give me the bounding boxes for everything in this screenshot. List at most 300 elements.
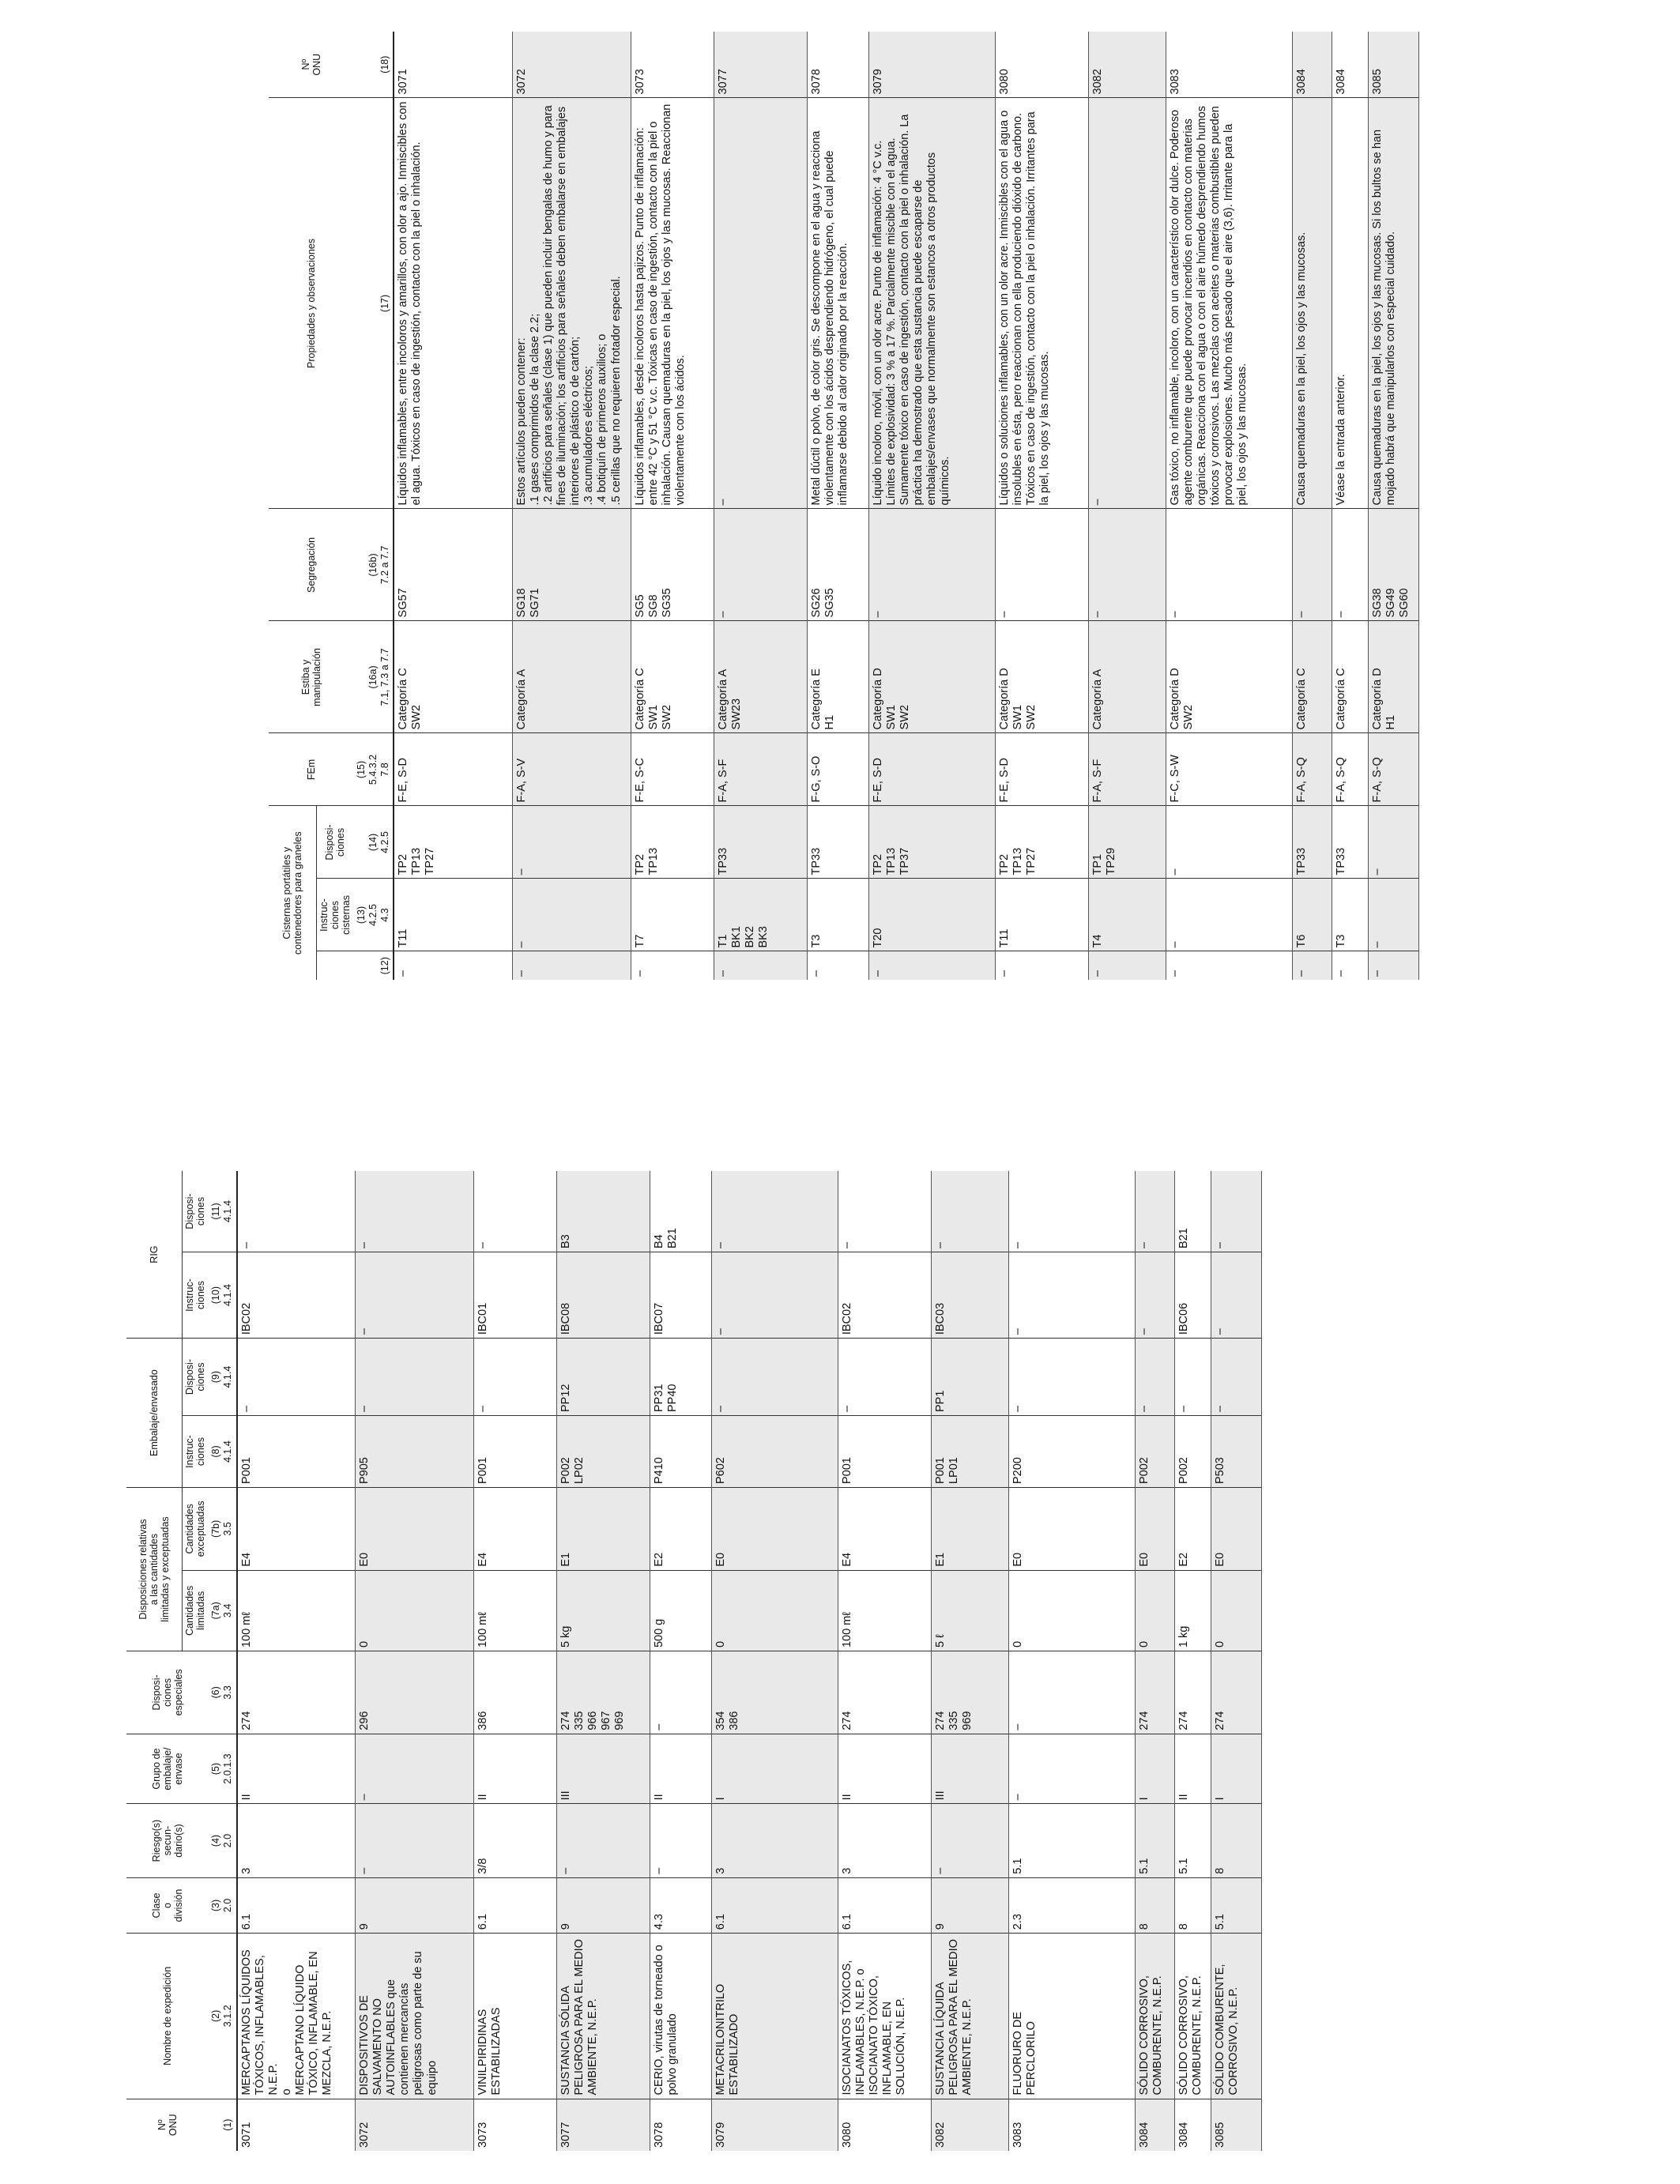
- packing-group-cell: –: [1009, 1734, 1136, 1804]
- col12-cell: –: [807, 951, 868, 980]
- header-ibc-group: RIG: [126, 1171, 183, 1339]
- packing-provision-cell: –: [474, 1339, 557, 1416]
- tank-provision-cell: TP33: [1292, 806, 1332, 879]
- table-row: [1136, 1171, 1175, 2151]
- ems-cell: F-E, S-D: [868, 733, 995, 806]
- header-un: Nº ONU: [156, 2114, 179, 2137]
- tank-provision-cell: TP2 TP13 TP27: [394, 806, 512, 879]
- ibc-instruction-cell: IBC03: [932, 1252, 1009, 1338]
- packing-provision-cell: –: [838, 1339, 932, 1416]
- packing-group-cell: I: [712, 1734, 838, 1804]
- packing-instruction-cell: P602: [712, 1416, 838, 1488]
- table-row: [714, 32, 807, 980]
- shipping-name-cell: METACRILONITRILO ESTABILIZADO: [712, 1934, 838, 2099]
- un-number-cell: 3072: [356, 2099, 474, 2151]
- left-dangerous-goods-table: [126, 1171, 1262, 2151]
- un-number-cell: 3084: [1175, 2099, 1211, 2151]
- properties-cell: –: [714, 98, 807, 509]
- ibc-provision-cell: –: [712, 1171, 838, 1252]
- ibc-instruction-cell: IBC01: [474, 1252, 557, 1338]
- tank-instruction-cell: T20: [868, 879, 995, 951]
- table-row: [868, 32, 995, 980]
- segregation-cell: SG18 SG71: [512, 509, 631, 621]
- excepted-quantity-cell: E0: [1136, 1488, 1175, 1571]
- ibc-provision-cell: –: [237, 1171, 356, 1252]
- special-provisions-cell: 274 335 969: [932, 1651, 1009, 1734]
- limited-quantity-cell: 0: [1009, 1570, 1136, 1651]
- tank-provision-cell: –: [1166, 806, 1292, 879]
- class-cell: 9: [932, 1877, 1009, 1934]
- header-class: Clase o división: [126, 1877, 208, 1934]
- un-number-right-cell: 3073: [631, 32, 714, 98]
- ibc-provision-cell: B3: [557, 1171, 650, 1252]
- col12-cell: –: [1088, 951, 1166, 980]
- subsidiary-risk-cell: 8: [1211, 1804, 1262, 1877]
- col12-cell: –: [394, 951, 512, 980]
- table-row: [356, 1171, 474, 2151]
- ems-cell: F-A, S-V: [512, 733, 631, 806]
- un-number-cell: 3080: [838, 2099, 932, 2151]
- un-number-cell: 3077: [557, 2099, 650, 2151]
- packing-provision-cell: –: [356, 1339, 474, 1416]
- ibc-instruction-cell: –: [1211, 1252, 1262, 1338]
- subsidiary-risk-cell: –: [356, 1804, 474, 1877]
- shipping-name-cell: FLUORURO DE PERCLORILO: [1009, 1934, 1136, 2099]
- header-ibc-provisions: Disposi- ciones: [183, 1171, 209, 1252]
- ems-cell: F-G, S-O: [807, 733, 868, 806]
- packing-instruction-cell: P001: [474, 1416, 557, 1488]
- table-row: [1009, 1171, 1136, 2151]
- tank-provision-cell: TP2 TP13 TP37: [868, 806, 995, 879]
- header-packing-provisions: Disposi- ciones: [183, 1339, 209, 1416]
- right-column-code: (14) 4.2.5: [353, 806, 394, 879]
- header-portable-tanks-group: Cisternas portátiles y contenedores para graneles: [281, 831, 303, 955]
- tank-provision-cell: TP33: [714, 806, 807, 879]
- tank-instruction-cell: T1 BK1 BK2 BK3: [714, 879, 807, 951]
- packing-group-cell: II: [650, 1734, 712, 1804]
- header-segregation: Segregación: [269, 509, 353, 621]
- header-limited-quantities: Cantidades limitadas: [183, 1570, 209, 1651]
- packing-group-cell: III: [557, 1734, 650, 1804]
- subsidiary-risk-cell: 5.1: [1175, 1804, 1211, 1877]
- shipping-name-cell: SUSTANCIA LÍQUIDA PELIGROSA PARA EL MEDIO AMBIENTE, N.E.P.: [932, 1934, 1009, 2099]
- left-column-code: (10) 4.1.4: [208, 1252, 237, 1338]
- ibc-instruction-cell: –: [356, 1252, 474, 1338]
- packing-instruction-cell: P001: [838, 1416, 932, 1488]
- tank-instruction-cell: –: [1368, 879, 1418, 951]
- packing-group-cell: II: [1175, 1734, 1211, 1804]
- excepted-quantity-cell: E0: [712, 1488, 838, 1571]
- tank-instruction-cell: T7: [631, 879, 714, 951]
- un-number-cell: 3082: [932, 2099, 1009, 2151]
- special-provisions-cell: 296: [356, 1651, 474, 1734]
- shipping-name-cell: ISOCIANATOS TÓXICOS, INFLAMABLES, N.E.P. o ISOCIANATO TÓXICO, INFLAMABLE, EN SOLUCIÓN, N.E.P.: [838, 1934, 932, 2099]
- subsidiary-risk-cell: –: [557, 1804, 650, 1877]
- col12-cell: –: [868, 951, 995, 980]
- packing-provision-cell: –: [1009, 1339, 1136, 1416]
- limited-quantity-cell: 100 mℓ: [237, 1570, 356, 1651]
- un-number-right-cell: 3079: [868, 32, 995, 98]
- properties-cell: Gas tóxico, no inflamable, incoloro, con un característico olor dulce. Poderoso agente comburente que puede provocar incendios en contacto con materias orgánicas. Reacciona con el agua o con el aire húmedo desprendiendo humos tóxicos y corrosivos. Las mezclas con aceites o materias combustibles pueden provocar explosiones. Mucho más pesado que el aire (3,6). Irritante para la piel, los ojos y las mucosas.: [1166, 98, 1292, 509]
- un-number-right-cell: 3082: [1088, 32, 1166, 98]
- table-row: [995, 32, 1088, 980]
- class-cell: 8: [1136, 1877, 1175, 1934]
- header-un-right: Nº ONU: [269, 32, 353, 98]
- packing-group-cell: II: [838, 1734, 932, 1804]
- limited-quantity-cell: 0: [356, 1570, 474, 1651]
- subsidiary-risk-cell: –: [650, 1804, 712, 1877]
- subsidiary-risk-cell: 3/8: [474, 1804, 557, 1877]
- tank-instruction-cell: T3: [1332, 879, 1368, 951]
- limited-quantity-cell: 0: [712, 1570, 838, 1651]
- special-provisions-cell: 274: [237, 1651, 356, 1734]
- packing-provision-cell: PP31 PP40: [650, 1339, 712, 1416]
- excepted-quantity-cell: E0: [356, 1488, 474, 1571]
- un-number-cell: 3084: [1136, 2099, 1175, 2151]
- header-subsidiary-risk: Riesgo(s) secun- dario(s): [126, 1804, 208, 1877]
- header-packing-group-title: Embalaje/envasado: [126, 1339, 183, 1488]
- packing-group-cell: I: [1136, 1734, 1175, 1804]
- packing-group-cell: II: [237, 1734, 356, 1804]
- subsidiary-risk-cell: 5.1: [1136, 1804, 1175, 1877]
- properties-cell: Estos artículos pueden contener: .1 gases comprimidos de la clase 2.2; .2 artificios para señales (clase 1) que pueden incluir bengalas de humo y para fines de iluminación; los artificios para señales deben embalarse en embalajes interiores de plástico o de cartón; .3 acumuladores eléctricos; .4 botiquín de primeros auxilios; o .5 cerillas que no requieren frotador especial.: [512, 98, 631, 509]
- class-cell: 6.1: [838, 1877, 932, 1934]
- tank-instruction-cell: –: [512, 879, 631, 951]
- stowage-cell: Categoría C: [1292, 621, 1332, 733]
- left-column-code: (4) 2.0: [208, 1804, 237, 1877]
- table-row: [1175, 1171, 1211, 2151]
- right-column-code: (13) 4.2.5 4.3: [353, 879, 394, 951]
- un-number-cell: 3071: [237, 2099, 356, 2151]
- shipping-name-cell: SÓLIDO CORROSIVO, COMBURENTE, N.E.P.: [1136, 1934, 1175, 2099]
- ibc-provision-cell: –: [838, 1171, 932, 1252]
- packing-group-cell: III: [932, 1734, 1009, 1804]
- tank-instruction-cell: T3: [807, 879, 868, 951]
- table-row: [1211, 1171, 1262, 2151]
- tank-provision-cell: TP33: [807, 806, 868, 879]
- packing-instruction-cell: P905: [356, 1416, 474, 1488]
- limited-quantity-cell: 100 mℓ: [838, 1570, 932, 1651]
- subsidiary-risk-cell: 3: [838, 1804, 932, 1877]
- ems-cell: F-E, S-D: [995, 733, 1088, 806]
- table-row: [512, 32, 631, 980]
- limited-quantity-cell: 5 kg: [557, 1570, 650, 1651]
- table-row: [838, 1171, 932, 2151]
- ibc-provision-cell: –: [474, 1171, 557, 1252]
- col12-cell: –: [1292, 951, 1332, 980]
- ibc-instruction-cell: –: [1136, 1252, 1175, 1338]
- header-col12-blank: [317, 951, 354, 980]
- header-tank-provisions: Disposi- ciones: [317, 806, 354, 879]
- stowage-cell: Categoría A SW23: [714, 621, 807, 733]
- un-number-right-cell: 3084: [1332, 32, 1368, 98]
- tank-instruction-cell: T11: [394, 879, 512, 951]
- limited-quantity-cell: 500 g: [650, 1570, 712, 1651]
- properties-cell: Causa quemaduras en la piel, los ojos y las mucosas. Si los bultos se han mojado habrá que manipularlos con especial cuidado.: [1368, 98, 1418, 509]
- table-row: [1332, 32, 1368, 980]
- class-cell: 2.3: [1009, 1877, 1136, 1934]
- table-row: [1292, 32, 1332, 980]
- tank-instruction-cell: T6: [1292, 879, 1332, 951]
- table-row: [1166, 32, 1292, 980]
- class-cell: 9: [557, 1877, 650, 1934]
- properties-cell: Véase la entrada anterior.: [1332, 98, 1368, 509]
- right-dangerous-goods-table: [269, 32, 1419, 980]
- tank-provision-cell: TP1 TP29: [1088, 806, 1166, 879]
- special-provisions-cell: 354 386: [712, 1651, 838, 1734]
- table-row: [932, 1171, 1009, 2151]
- left-column-code: (2) 3.1.2: [208, 1934, 237, 2099]
- right-table-wrapper: [269, 32, 1411, 980]
- packing-instruction-cell: P410: [650, 1416, 712, 1488]
- tank-provision-cell: –: [1368, 806, 1418, 879]
- packing-instruction-cell: P002: [1136, 1416, 1175, 1488]
- stowage-cell: Categoría D SW1 SW2: [868, 621, 995, 733]
- ibc-instruction-cell: –: [1009, 1252, 1136, 1338]
- left-column-code: (7a) 3.4: [208, 1570, 237, 1651]
- packing-provision-cell: PP12: [557, 1339, 650, 1416]
- ems-cell: F-E, S-C: [631, 733, 714, 806]
- stowage-cell: Categoría E H1: [807, 621, 868, 733]
- shipping-name-cell: SUSTANCIA SÓLIDA PELIGROSA PARA EL MEDIO AMBIENTE, N.E.P.: [557, 1934, 650, 2099]
- ibc-provision-cell: –: [1136, 1171, 1175, 1252]
- header-properties: Propiedades y observaciones: [269, 98, 353, 509]
- properties-cell: Líquidos inflamables, desde incoloros hasta pajizos. Punto de inflamación: entre 42 °C y 51 °C v.c. Tóxicas en caso de ingestión, contacto con la piel o inhalación. Causan quemaduras en la piel, los ojos y las mucosas. Reaccionan violentamente con los ácidos.: [631, 98, 714, 509]
- shipping-name-cell: SÓLIDO CORROSIVO, COMBURENTE, N.E.P.: [1175, 1934, 1211, 2099]
- special-provisions-cell: 274: [1136, 1651, 1175, 1734]
- segregation-cell: –: [1166, 509, 1292, 621]
- ibc-instruction-cell: IBC08: [557, 1252, 650, 1338]
- packing-group-cell: –: [356, 1734, 474, 1804]
- segregation-cell: –: [1332, 509, 1368, 621]
- un-number-cell: 3078: [650, 2099, 712, 2151]
- special-provisions-cell: 274: [1211, 1651, 1262, 1734]
- tank-instruction-cell: T4: [1088, 879, 1166, 951]
- packing-provision-cell: –: [237, 1339, 356, 1416]
- un-number-right-cell: 3083: [1166, 32, 1292, 98]
- ems-cell: F-C, S-W: [1166, 733, 1292, 806]
- class-cell: 8: [1175, 1877, 1211, 1934]
- left-column-code: (1): [208, 2099, 237, 2151]
- col12-cell: –: [995, 951, 1088, 980]
- header-stowage: Estiba y manipulación: [269, 621, 353, 733]
- header-excepted-quantities: Cantidades exceptuadas: [183, 1488, 209, 1571]
- packing-instruction-cell: P001: [237, 1416, 356, 1488]
- tank-instruction-cell: T11: [995, 879, 1088, 951]
- left-column-code: (11) 4.1.4: [208, 1171, 237, 1252]
- limited-quantity-cell: 100 mℓ: [474, 1570, 557, 1651]
- col12-cell: –: [512, 951, 631, 980]
- ibc-instruction-cell: IBC02: [838, 1252, 932, 1338]
- properties-cell: Causa quemaduras en la piel, los ojos y las mucosas.: [1292, 98, 1332, 509]
- left-column-code: (8) 4.1.4: [208, 1416, 237, 1488]
- limited-quantity-cell: 0: [1136, 1570, 1175, 1651]
- segregation-cell: –: [995, 509, 1088, 621]
- stowage-cell: Categoría C SW1 SW2: [631, 621, 714, 733]
- un-number-right-cell: 3072: [512, 32, 631, 98]
- right-column-code: (15) 5.4.3.2 7.8: [353, 733, 394, 806]
- excepted-quantity-cell: E2: [1175, 1488, 1211, 1571]
- excepted-quantity-cell: E2: [650, 1488, 712, 1571]
- un-number-right-cell: 3084: [1292, 32, 1332, 98]
- table-row: [807, 32, 868, 980]
- ems-cell: F-E, S-D: [394, 733, 512, 806]
- header-packing-instructions: Instruc- ciones: [183, 1416, 209, 1488]
- class-cell: 6.1: [474, 1877, 557, 1934]
- packing-instruction-cell: P002: [1175, 1416, 1211, 1488]
- ibc-provision-cell: B21: [1175, 1171, 1211, 1252]
- segregation-cell: SG57: [394, 509, 512, 621]
- ibc-instruction-cell: IBC06: [1175, 1252, 1211, 1338]
- tank-provision-cell: TP2 TP13: [631, 806, 714, 879]
- shipping-name-cell: CERIO, virutas de torneado o polvo granulado: [650, 1934, 712, 2099]
- table-row: [1088, 32, 1166, 980]
- special-provisions-cell: 386: [474, 1651, 557, 1734]
- header-shipping-name: Nombre de expedición: [126, 1934, 208, 2099]
- class-cell: 6.1: [712, 1877, 838, 1934]
- subsidiary-risk-cell: –: [932, 1804, 1009, 1877]
- segregation-cell: –: [714, 509, 807, 621]
- packing-provision-cell: –: [1211, 1339, 1262, 1416]
- packing-instruction-cell: P002 LP02: [557, 1416, 650, 1488]
- stowage-cell: Categoría D H1: [1368, 621, 1418, 733]
- left-column-code: (5) 2.0.1.3: [208, 1734, 237, 1804]
- ibc-provision-cell: –: [1211, 1171, 1262, 1252]
- table-row: [557, 1171, 650, 2151]
- excepted-quantity-cell: E4: [474, 1488, 557, 1571]
- tank-instruction-cell: –: [1166, 879, 1292, 951]
- ems-cell: F-A, S-Q: [1292, 733, 1332, 806]
- shipping-name-cell: SÓLIDO COMBURENTE, CORROSIVO, N.E.P.: [1211, 1934, 1262, 2099]
- header-packing-group: Grupo de embalaje/ envase: [126, 1734, 208, 1804]
- stowage-cell: Categoría C SW2: [394, 621, 512, 733]
- stowage-cell: Categoría D SW2: [1166, 621, 1292, 733]
- special-provisions-cell: 274: [838, 1651, 932, 1734]
- header-tank-instructions: Instruc- ciones cisternas: [317, 879, 354, 951]
- table-row: [712, 1171, 838, 2151]
- left-column-code: (3) 2.0: [208, 1877, 237, 1934]
- packing-group-cell: I: [1211, 1734, 1262, 1804]
- special-provisions-cell: 274 335 966 967 969: [557, 1651, 650, 1734]
- stowage-cell: Categoría C: [1332, 621, 1368, 733]
- class-cell: 6.1: [237, 1877, 356, 1934]
- special-provisions-cell: –: [1009, 1651, 1136, 1734]
- properties-cell: Líquidos inflamables, entre incoloros y amarillos, con olor a ajo. Inmiscibles con el agua. Tóxicos en caso de ingestión, contacto con la piel o inhalación.: [394, 98, 512, 509]
- ibc-provision-cell: –: [932, 1171, 1009, 1252]
- properties-cell: Líquidos o soluciones inflamables, con un olor acre. Inmiscibles con el agua o insolubles en ésta, pero reaccionan con ella produciendo dióxido de carbono. Tóxicos en caso de ingestión, contacto con la piel o inhalación. Irritantes para la piel, los ojos y las mucosas.: [995, 98, 1088, 509]
- class-cell: 5.1: [1211, 1877, 1262, 1934]
- table-row: [394, 32, 512, 980]
- excepted-quantity-cell: E1: [557, 1488, 650, 1571]
- excepted-quantity-cell: E0: [1211, 1488, 1262, 1571]
- segregation-cell: –: [1088, 509, 1166, 621]
- left-column-code: (9) 4.1.4: [208, 1339, 237, 1416]
- subsidiary-risk-cell: 3: [237, 1804, 356, 1877]
- ibc-instruction-cell: IBC07: [650, 1252, 712, 1338]
- un-number-cell: 3073: [474, 2099, 557, 2151]
- header-ems: FEm: [269, 733, 353, 806]
- properties-cell: Metal dúctil o polvo, de color gris. Se descompone en el agua y reacciona violentamente con los ácidos desprendiendo hidrógeno, el cual puede inflamarse debido al calor originado por la reacción.: [807, 98, 868, 509]
- stowage-cell: Categoría A: [512, 621, 631, 733]
- right-column-code: (12): [353, 951, 394, 980]
- packing-provision-cell: –: [712, 1339, 838, 1416]
- limited-quantity-cell: 5 ℓ: [932, 1570, 1009, 1651]
- class-cell: 4.3: [650, 1877, 712, 1934]
- header-special-provisions: Disposi- ciones especiales: [126, 1651, 208, 1734]
- table-row: [1368, 32, 1418, 980]
- table-row: [631, 32, 714, 980]
- packing-provision-cell: PP1: [932, 1339, 1009, 1416]
- stowage-cell: Categoría A: [1088, 621, 1166, 733]
- col12-cell: –: [1166, 951, 1292, 980]
- header-limited-excepted-group: Disposiciones relativas a las cantidades limitadas y exceptuadas: [126, 1488, 183, 1651]
- special-provisions-cell: –: [650, 1651, 712, 1734]
- segregation-cell: SG5 SG8 SG35: [631, 509, 714, 621]
- right-column-code: (16b) 7.2 a 7.7: [353, 509, 394, 621]
- tank-provision-cell: TP33: [1332, 806, 1368, 879]
- ems-cell: F-A, S-F: [714, 733, 807, 806]
- col12-cell: –: [1368, 951, 1418, 980]
- tank-provision-cell: –: [512, 806, 631, 879]
- shipping-name-cell: VINILPIRIDINAS ESTABILIZADAS: [474, 1934, 557, 2099]
- ems-cell: F-A, S-Q: [1332, 733, 1368, 806]
- left-table-wrapper: [126, 1171, 1422, 2151]
- un-number-right-cell: 3071: [394, 32, 512, 98]
- properties-cell: –: [1088, 98, 1166, 509]
- left-column-code: (6) 3.3: [208, 1651, 237, 1734]
- segregation-cell: –: [1292, 509, 1332, 621]
- segregation-cell: –: [868, 509, 995, 621]
- limited-quantity-cell: 0: [1211, 1570, 1262, 1651]
- col12-cell: –: [631, 951, 714, 980]
- un-number-right-cell: 3085: [1368, 32, 1418, 98]
- subsidiary-risk-cell: 3: [712, 1804, 838, 1877]
- stowage-cell: Categoría D SW1 SW2: [995, 621, 1088, 733]
- ems-cell: F-A, S-F: [1088, 733, 1166, 806]
- un-number-cell: 3083: [1009, 2099, 1136, 2151]
- segregation-cell: SG26 SG35: [807, 509, 868, 621]
- col12-cell: –: [1332, 951, 1368, 980]
- right-column-code: (16a) 7.1, 7.3 a 7.7: [353, 621, 394, 733]
- excepted-quantity-cell: E4: [237, 1488, 356, 1571]
- shipping-name-cell: DISPOSITIVOS DE SALVAMENTO NO AUTOINFLABLES que contienen mercancías peligrosas como parte de su equipo: [356, 1934, 474, 2099]
- packing-provision-cell: –: [1136, 1339, 1175, 1416]
- limited-quantity-cell: 1 kg: [1175, 1570, 1211, 1651]
- packing-provision-cell: –: [1175, 1339, 1211, 1416]
- right-column-code: (18): [353, 32, 394, 98]
- un-number-cell: 3079: [712, 2099, 838, 2151]
- segregation-cell: SG38 SG49 SG60: [1368, 509, 1418, 621]
- class-cell: 9: [356, 1877, 474, 1934]
- ibc-instruction-cell: IBC02: [237, 1252, 356, 1338]
- table-row: [474, 1171, 557, 2151]
- excepted-quantity-cell: E1: [932, 1488, 1009, 1571]
- un-number-right-cell: 3078: [807, 32, 868, 98]
- un-number-right-cell: 3080: [995, 32, 1088, 98]
- packing-instruction-cell: P200: [1009, 1416, 1136, 1488]
- ibc-provision-cell: B4 B21: [650, 1171, 712, 1252]
- header-ibc-instructions: Instruc- ciones: [183, 1252, 209, 1338]
- ibc-instruction-cell: –: [712, 1252, 838, 1338]
- table-row: [237, 1171, 356, 2151]
- un-number-right-cell: 3077: [714, 32, 807, 98]
- ems-cell: F-A, S-Q: [1368, 733, 1418, 806]
- un-number-cell: 3085: [1211, 2099, 1262, 2151]
- left-column-code: (7b) 3.5: [208, 1488, 237, 1571]
- properties-cell: Líquido incoloro, móvil, con un olor acre. Punto de inflamación: 4 °C v.c. Límites de explosividad: 3 % a 17 %. Parcialmente miscible con el agua. Sumamente tóxico en caso de ingestión, contacto con la piel o inhalación. La práctica ha demostrado que esta sustancia puede escaparse de embalajes/envases que normalmente son estancos a otros productos químicos.: [868, 98, 995, 509]
- packing-instruction-cell: P001 LP01: [932, 1416, 1009, 1488]
- packing-group-cell: II: [474, 1734, 557, 1804]
